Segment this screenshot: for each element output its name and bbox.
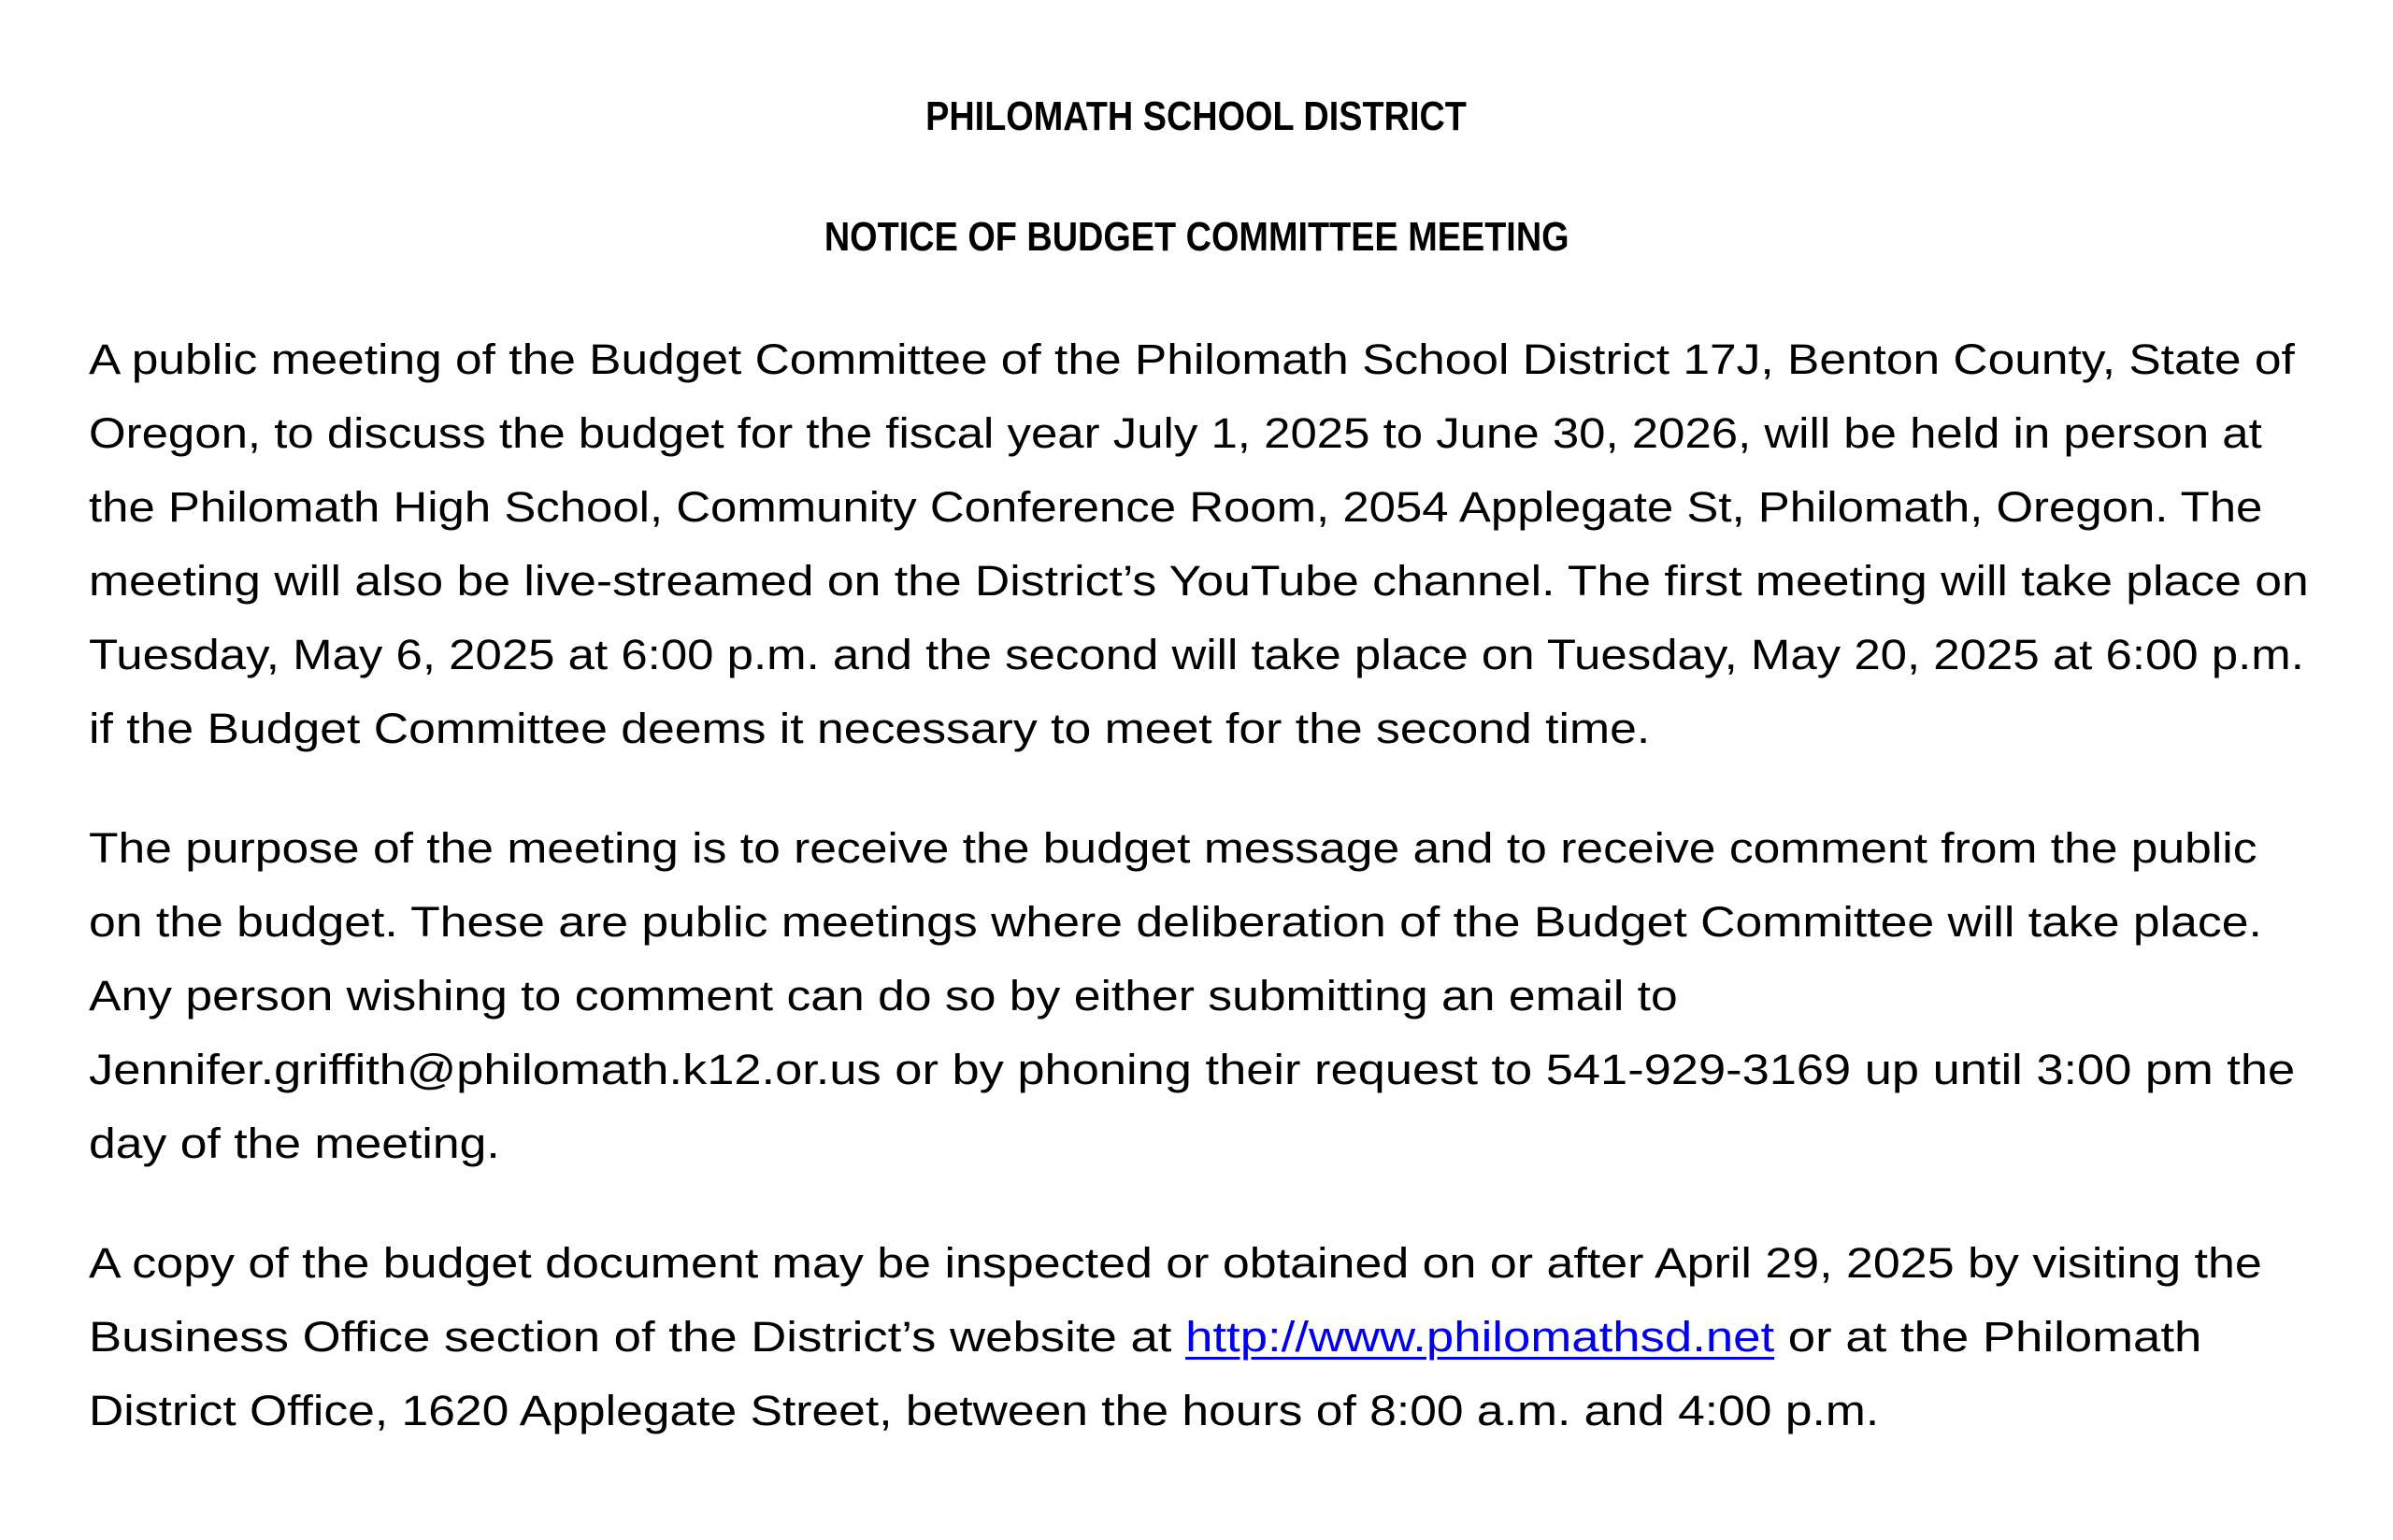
paragraph-line: Oregon, to discuss the budget for the fiscal year July 1, 2025 to June 30, 2026, will be held in person at: [89, 409, 2262, 457]
district-title-text: PHILOMATH SCHOOL DISTRICT: [925, 93, 1468, 139]
paragraph-line: The purpose of the meeting is to receive the budget message and to receive comment from the public: [89, 824, 2257, 872]
paragraph-line: A public meeting of the Budget Committee of the Philomath School District 17J, Benton County, State of: [89, 335, 2295, 383]
paragraph-meeting-details: [89, 322, 2314, 765]
paragraph-line: District Office, 1620 Applegate Street, between the hours of 8:00 a.m. and 4:00 p.m.: [89, 1387, 1880, 1434]
link-suffix-text: or at the Philomath: [1774, 1313, 2202, 1361]
link-prefix-text: Business Office section of the District’s website at: [89, 1313, 1186, 1361]
paragraph-line: on the budget. These are public meetings where deliberation of the Budget Committee will take place.: [89, 898, 2262, 946]
paragraph-line: day of the meeting.: [89, 1119, 500, 1167]
paragraph-line-with-link: [89, 1300, 2201, 1374]
paragraph-line: the Philomath High School, Community Conference Room, 2054 Applegate St, Philomath, Oregon. The: [89, 483, 2263, 531]
paragraph-line: meeting will also be live-streamed on the District’s YouTube channel. The first meeting will take place on: [89, 557, 2309, 605]
notice-title-text: NOTICE OF BUDGET COMMITTEE MEETING: [824, 214, 1569, 260]
notice-title: [0, 209, 2393, 265]
paragraph-line: Any person wishing to comment can do so by either submitting an email to: [89, 972, 1678, 1020]
district-title: [0, 89, 2393, 145]
paragraph-public-comment: [89, 811, 2314, 1180]
paragraph-line: A copy of the budget document may be inspected or obtained on or after April 29, 2025 by visiting the: [89, 1239, 2262, 1287]
paragraph-line: Jennifer.griffith@philomath.k12.or.us or by phoning their request to 541-929-3169 up until 3:00 pm the: [89, 1046, 2296, 1093]
paragraph-budget-document: [89, 1226, 2314, 1447]
paragraph-line: if the Budget Committee deems it necessary to meet for the second time.: [89, 705, 1651, 752]
district-website-link[interactable]: http://www.philomathsd.net: [1185, 1313, 1775, 1361]
paragraph-line: Tuesday, May 6, 2025 at 6:00 p.m. and the second will take place on Tuesday, May 20, 2025 at 6:00 p.m.: [89, 631, 2304, 678]
